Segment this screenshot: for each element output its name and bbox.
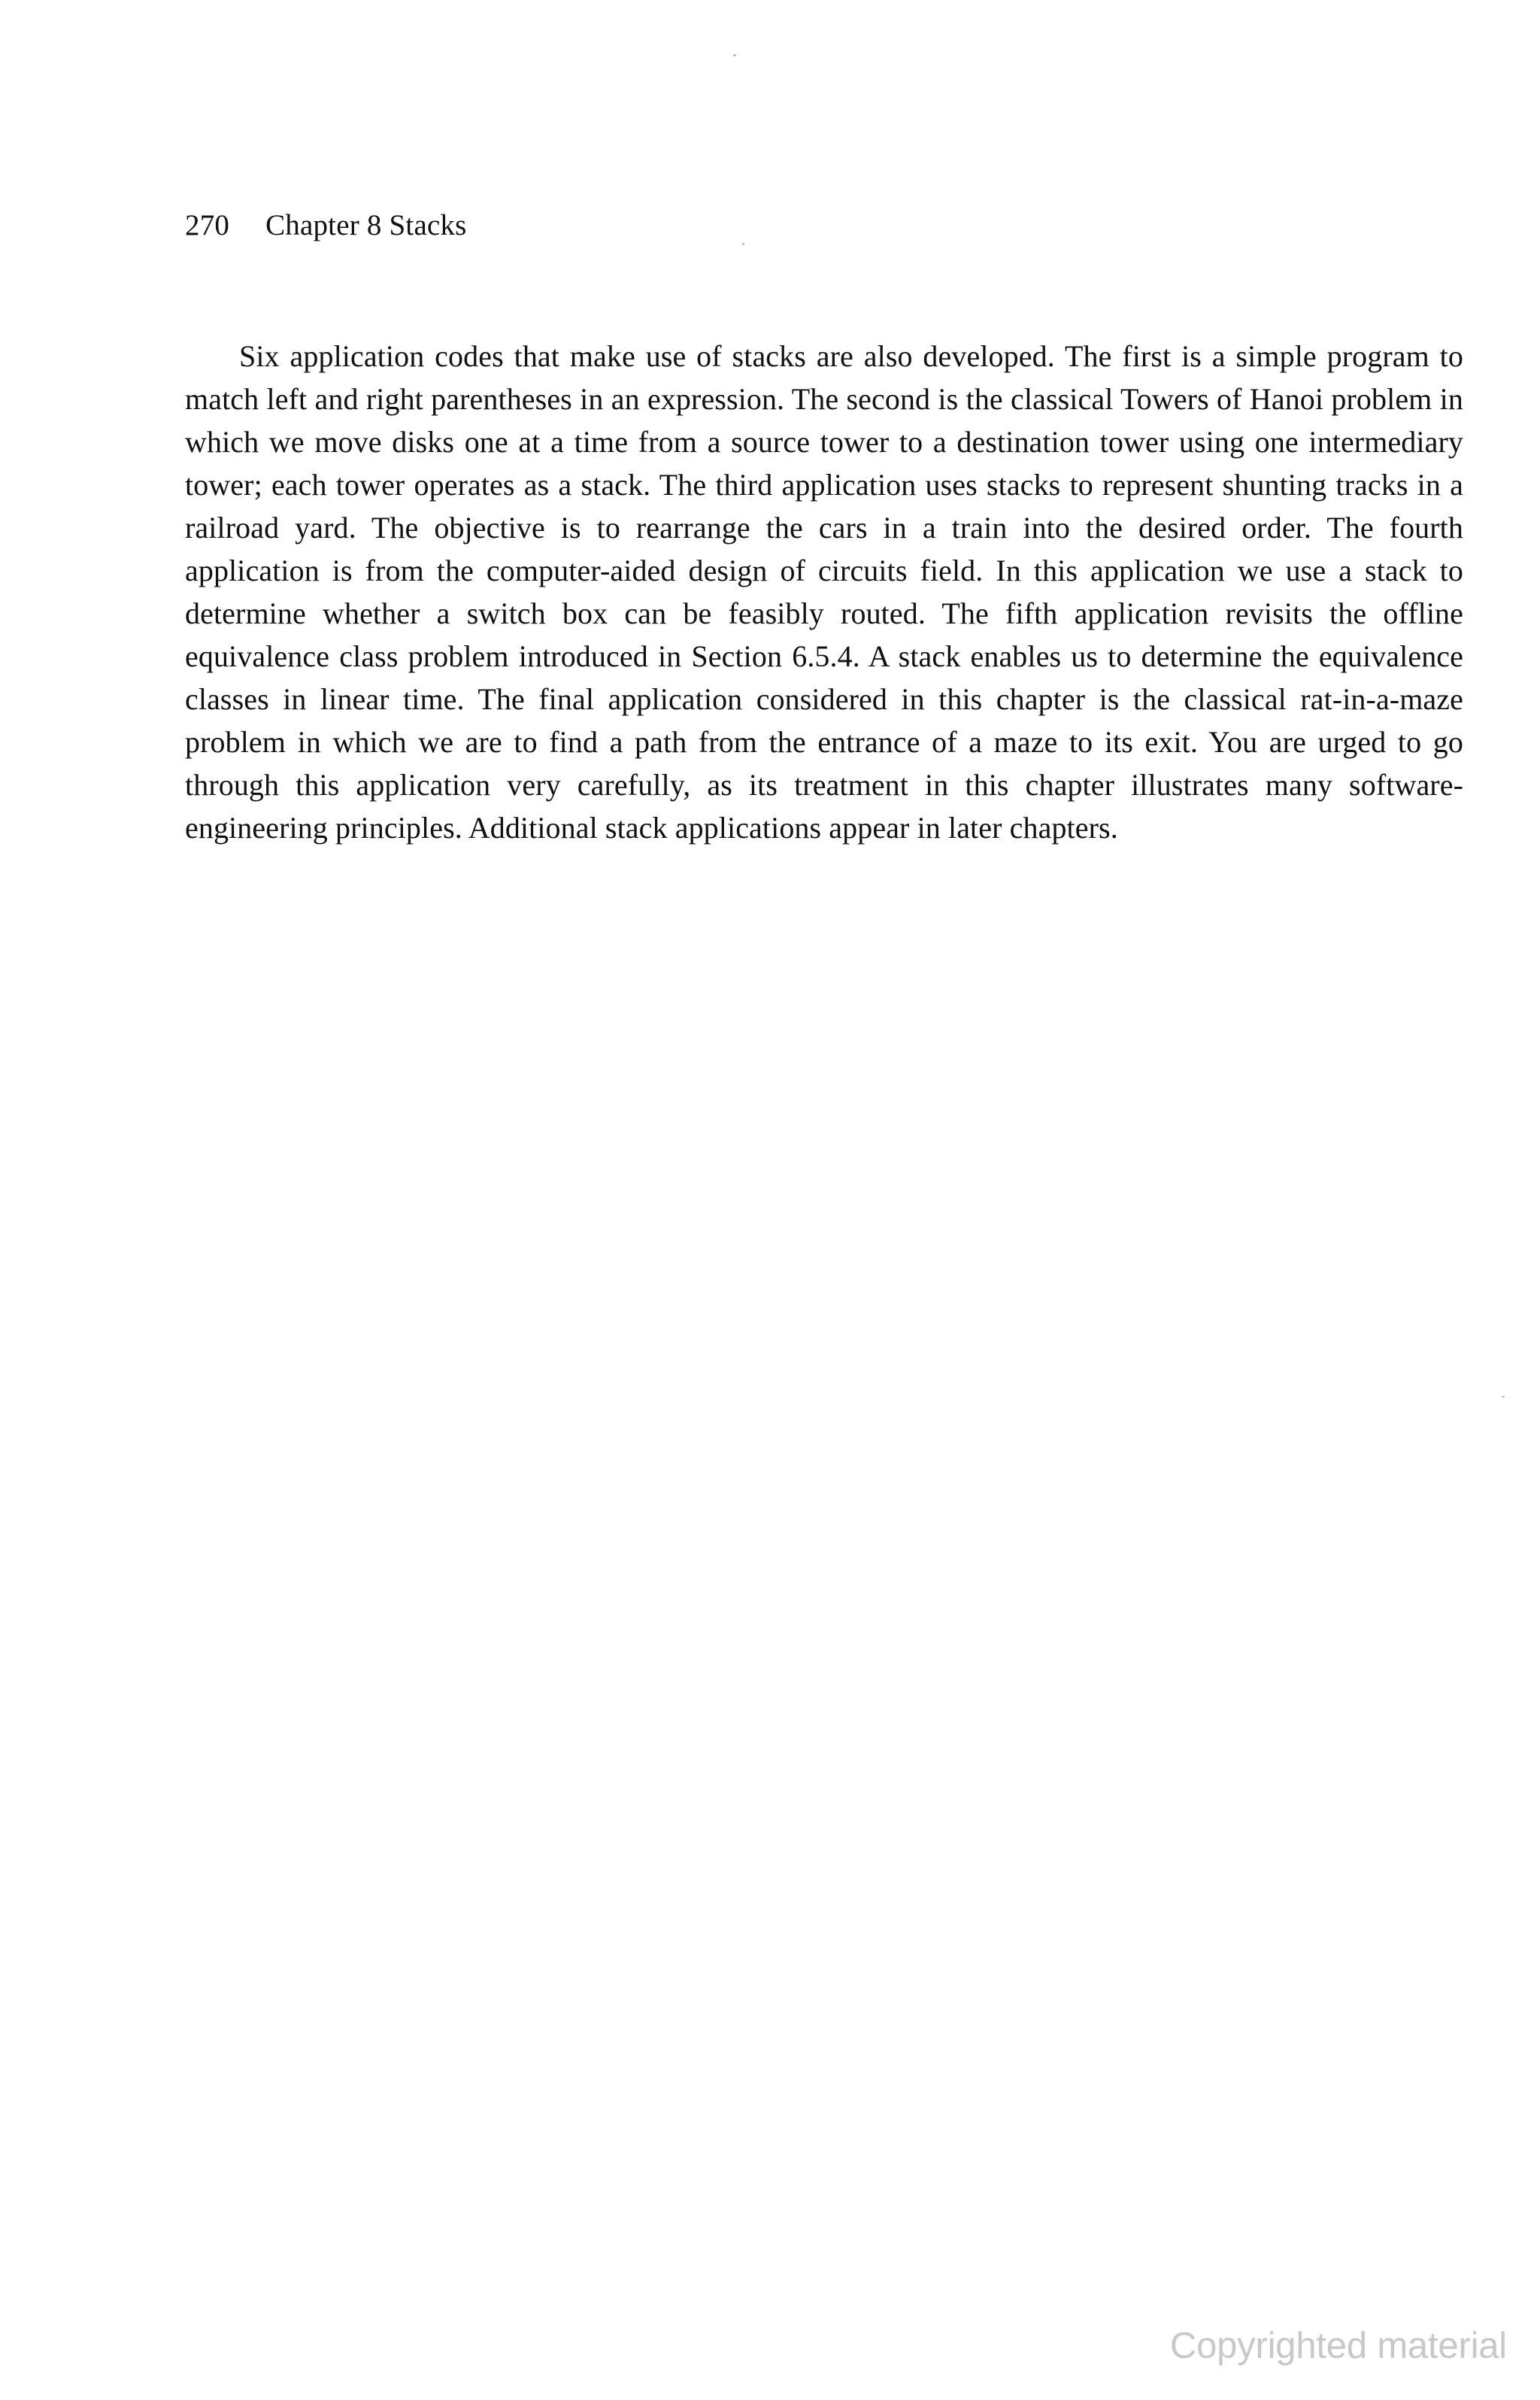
copyright-watermark: Copyrighted material [1169, 2326, 1507, 2366]
running-head [185, 208, 467, 244]
scan-speck [1502, 1396, 1505, 1397]
scan-speck [733, 54, 736, 56]
page-number: 270 [185, 209, 230, 241]
scan-speck [742, 243, 744, 245]
body-paragraph: Six application codes that make use of stacks are also developed. The first is a simple program to match left and right parentheses in an expression. The second is the classical Towers of Hanoi problem in which we move disks one at a time from a source tower to a destination tower using one intermediary tower; each tower operates as a stack. The third application uses stacks to represent shunting tracks in a railroad yard. The objective is to rearrange the cars in a train into the desired order. The fourth application is from the computer-aided design of circuits field. In this application we use a stack to determine whether a switch box can be feasibly routed. The fifth application revisits the offline equivalence class problem introduced in Section 6.5.4. A stack enables us to determine the equivalence classes in linear time. The final application considered in this chapter is the classical rat-in-a-maze problem in which we are to find a path from the entrance of a maze to its exit. You are urged to go through this application very carefully, as its treatment in this chapter illustrates many software-engineering principles. Additional stack applications appear in later chapters. [185, 339, 1463, 845]
chapter-title: Chapter 8 Stacks [265, 209, 467, 241]
